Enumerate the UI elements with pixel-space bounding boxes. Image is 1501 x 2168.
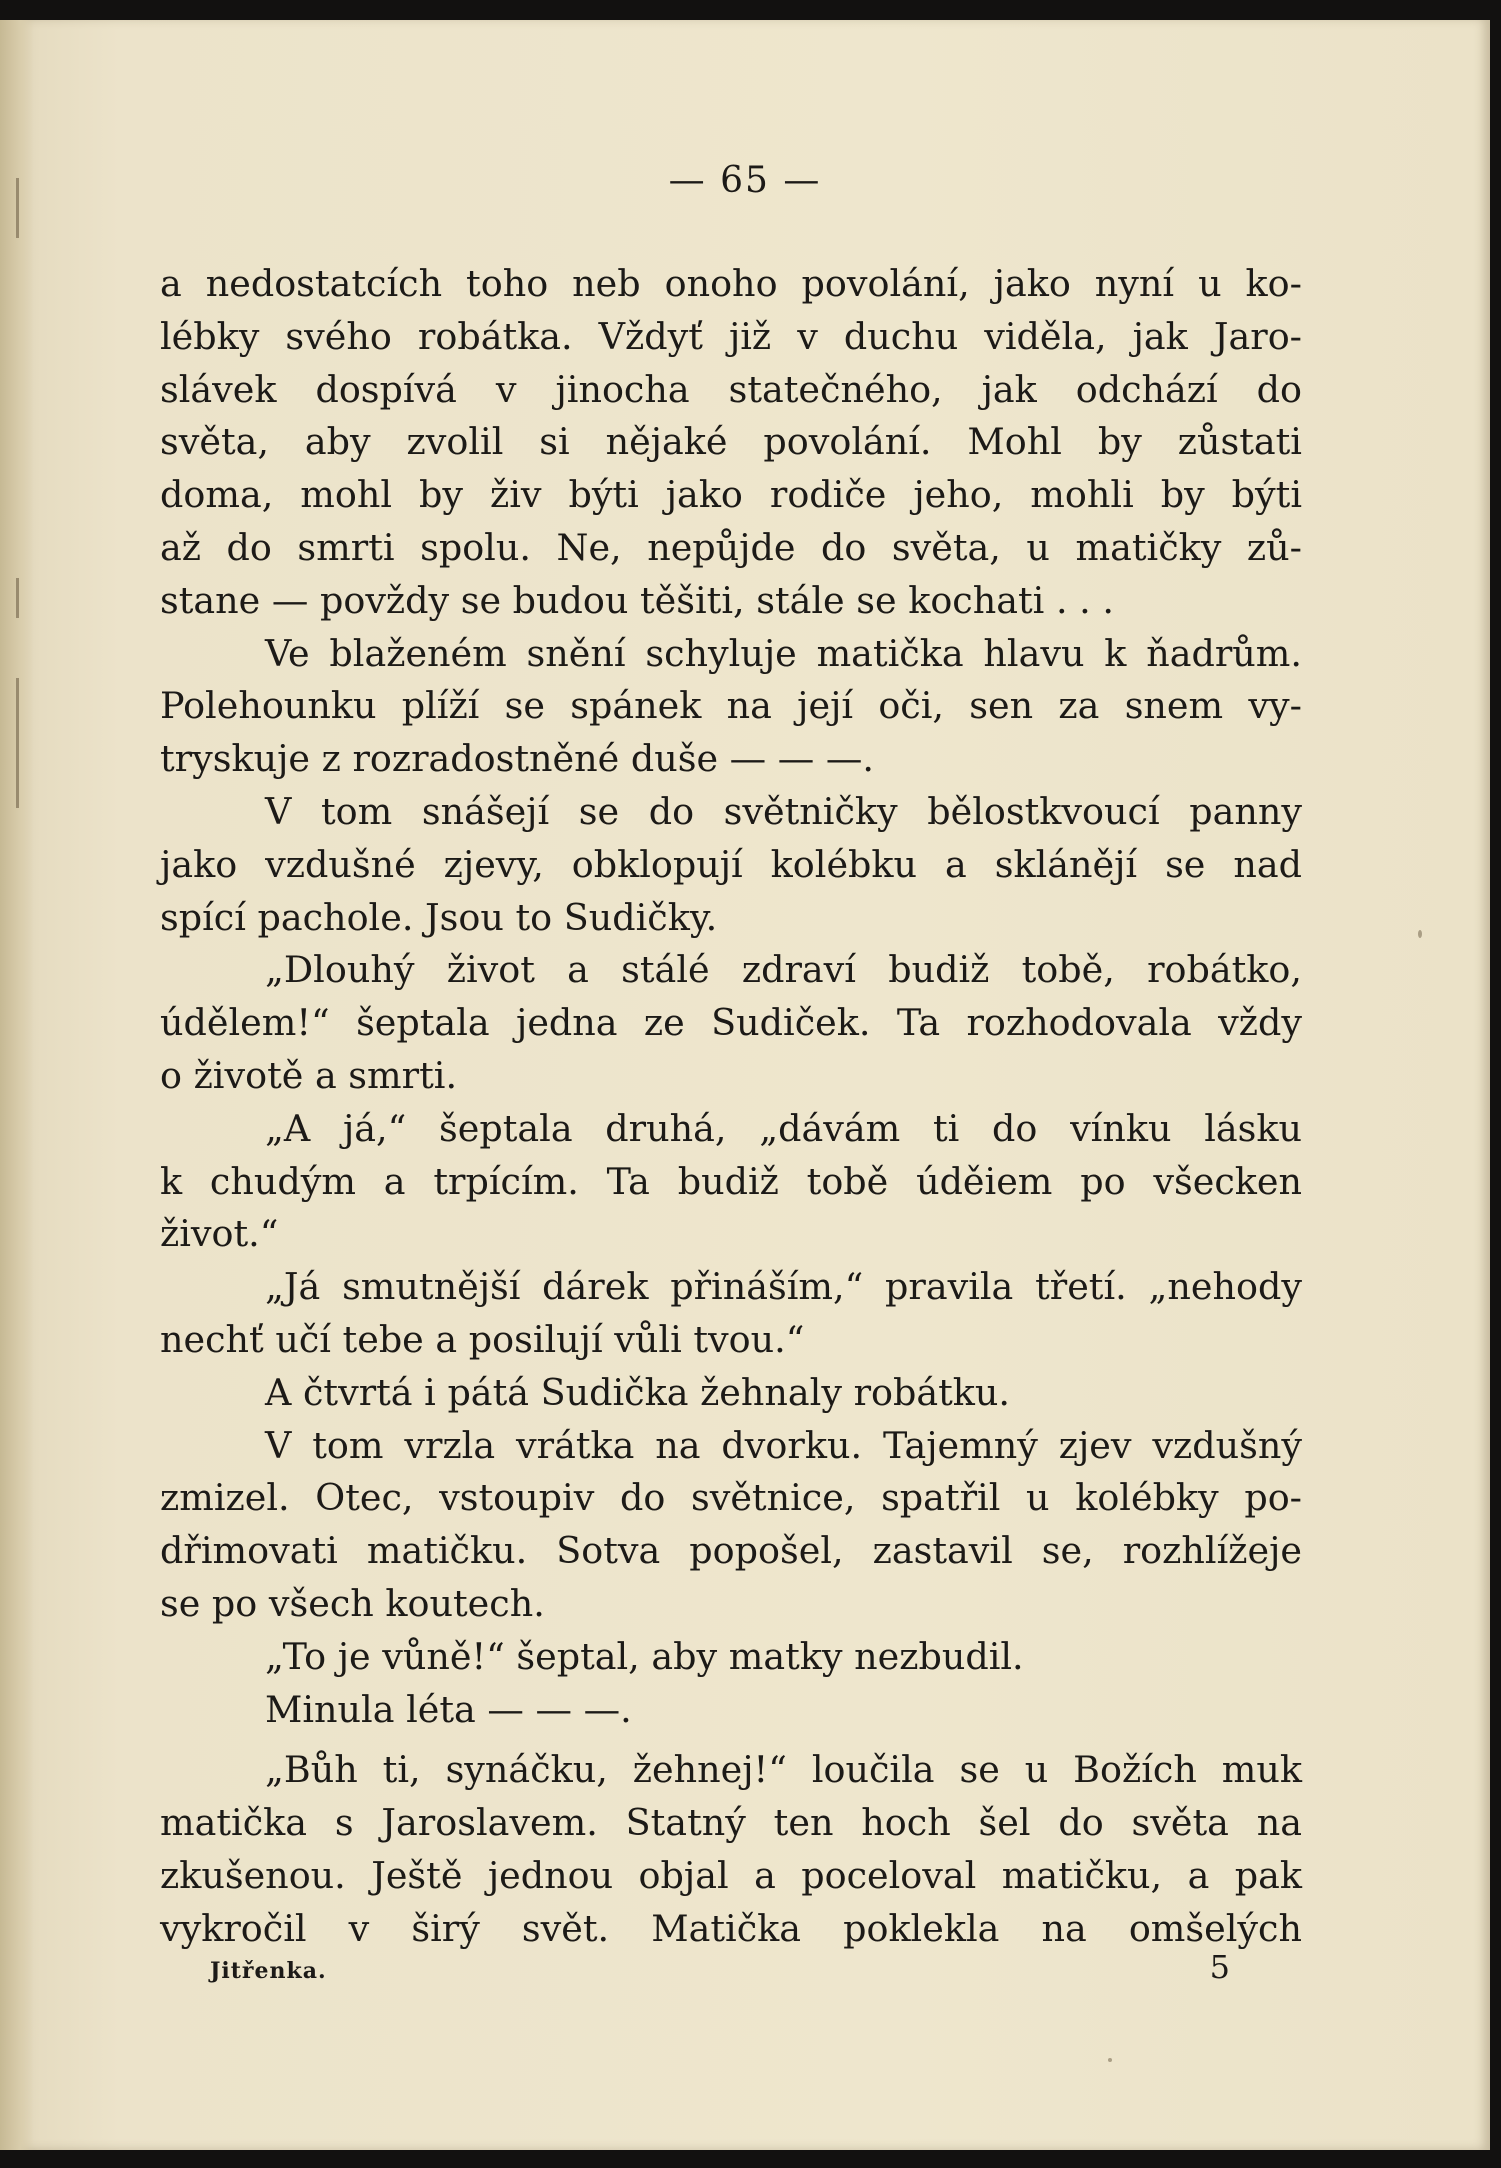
text-line: Polehounku plíží se spánek na její oči, sen za snem vy- [160, 684, 1302, 728]
text-line: „Já smutnější dárek přináším,“ pravila třetí. „nehody [265, 1265, 1302, 1309]
text-line: „A já,“ šeptala druhá, „dávám ti do vínku lásku [265, 1106, 1302, 1150]
text-line: světa, aby zvolil si nějaké povolání. Mohl by zůstati [160, 420, 1302, 464]
text-line: až do smrti spolu. Ne, nepůjde do světa, u matičky zů- [160, 525, 1302, 569]
paper-speck [1108, 2058, 1112, 2062]
text-line: „Bůh ti, synáčku, žehnej!“ loučila se u Božích muk [265, 1748, 1302, 1792]
text-line: jako vzdušné zjevy, obklopují kolébku a sklánějí se nad [160, 842, 1302, 886]
gutter-mark [16, 578, 19, 618]
paper-speck [1418, 930, 1422, 938]
text-line: údělem!“ šeptala jedna ze Sudiček. Ta rozhodovala vždy [160, 1001, 1302, 1045]
text-line: Ve blaženém snění schyluje matička hlavu k ňadrům. [265, 631, 1302, 675]
text-line: V tom vrzla vrátka na dvorku. Tajemný zjev vzdušný [265, 1423, 1302, 1467]
text-line: k chudým a trpícím. Ta budiž tobě úděiem po všecken [160, 1159, 1302, 1203]
text-line: dřimovati matičku. Sotva popošel, zastavil se, rozhlížeje [160, 1529, 1302, 1573]
text-line: život.“ [160, 1212, 279, 1256]
text-line: lébky svého robátka. Vždyť již v duchu viděla, jak Jaro- [160, 314, 1302, 358]
text-line: zkušenou. Ještě jednou objal a poceloval matičku, a pak [160, 1853, 1302, 1897]
text-line: Minula léta — — —. [265, 1687, 632, 1731]
text-line: zmizel. Otec, vstoupiv do světnice, spatřil u kolébky po- [160, 1476, 1302, 1520]
scan-border-top [0, 0, 1501, 20]
text-line: tryskuje z rozradostněné duše — — —. [160, 737, 874, 781]
text-line: doma, mohl by živ býti jako rodiče jeho, mohli by býti [160, 473, 1302, 517]
signature-title: Jitřenka. [210, 1958, 327, 1984]
paragraph-gap [160, 1736, 1302, 1744]
scan-border-right [1490, 0, 1501, 2168]
text-line: vykročil v širý svět. Matička poklekla na omšelých [160, 1906, 1302, 1950]
text-line: slávek dospívá v jinocha statečného, jak odchází do [160, 367, 1302, 411]
text-line: A čtvrtá i pátá Sudička žehnaly robátku. [265, 1370, 1011, 1414]
text-line: matička s Jaroslavem. Statný ten hoch šel do světa na [160, 1801, 1302, 1845]
text-line: „Dlouhý život a stálé zdraví budiž tobě, robátko, [265, 948, 1302, 992]
text-line: „To je vůně!“ šeptal, aby matky nezbudil. [265, 1634, 1024, 1678]
text-line: se po všech koutech. [160, 1581, 545, 1625]
text-line: a nedostatcích toho neb onoho povolání, jako nyní u ko- [160, 262, 1302, 305]
body-text [160, 258, 1302, 1956]
scan-border-bottom [0, 2150, 1501, 2168]
text-line: spící pachole. Jsou to Sudičky. [160, 895, 718, 939]
signature-number: 5 [1209, 1948, 1230, 1986]
paper-sheet [0, 18, 1490, 2150]
page-gutter-edge [0, 18, 34, 2150]
gutter-mark [16, 678, 19, 808]
text-line: V tom snášejí se do světničky bělostkvoucí panny [265, 789, 1302, 833]
text-line: stane — povždy se budou těšiti, stále se kochati . . . [160, 578, 1114, 622]
page-footer [210, 1948, 1230, 1994]
text-line: nechť učí tebe a posilují vůli tvou.“ [160, 1317, 805, 1361]
page-number: — 65 — [668, 160, 822, 201]
text-line: o životě a smrti. [160, 1053, 458, 1097]
